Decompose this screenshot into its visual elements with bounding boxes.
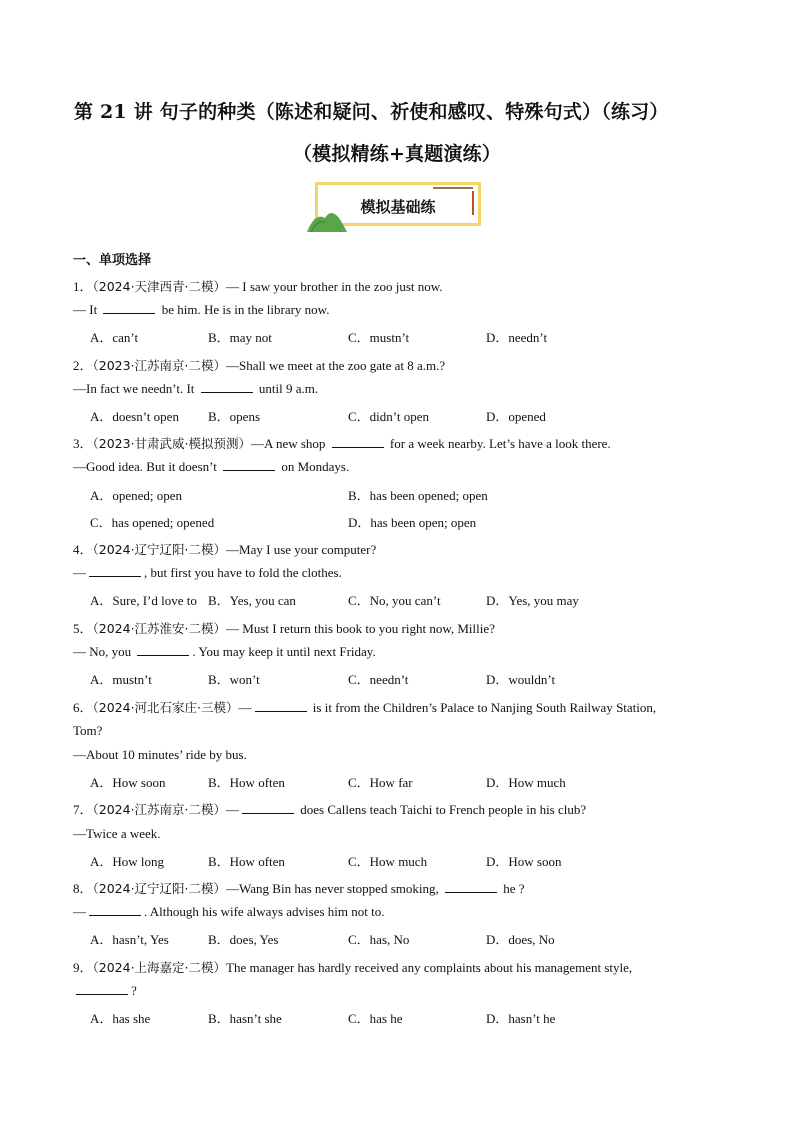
answer-option[interactable]: C．How far: [348, 775, 413, 790]
question-text: be him. He is in the library now.: [158, 302, 330, 317]
question-text: ?: [131, 983, 137, 998]
answer-option[interactable]: A．How soon: [90, 775, 166, 790]
answer-option[interactable]: D．opened: [486, 409, 546, 424]
answer-blank[interactable]: [332, 436, 384, 448]
answer-blank[interactable]: [201, 381, 253, 393]
question-number: 9．: [73, 960, 93, 975]
answer-option[interactable]: B．hasn’t she: [208, 1011, 282, 1026]
answer-option[interactable]: C．How much: [348, 854, 428, 869]
question-line: [73, 826, 161, 842]
question-text: The manager has hardly received any complaints about his management style,: [226, 960, 633, 975]
question-text: — It: [73, 302, 101, 317]
question-text: —: [73, 565, 86, 580]
answer-option[interactable]: C．has opened; opened: [90, 515, 215, 530]
question-text: —Twice a week.: [73, 826, 161, 841]
question-text: —: [226, 802, 240, 817]
question-stem: [73, 799, 586, 818]
answer-option[interactable]: C．mustn’t: [348, 330, 410, 345]
question-line: [73, 644, 376, 660]
answer-option[interactable]: D．needn’t: [486, 330, 548, 345]
question-line: [73, 983, 137, 999]
question-number: 2．: [73, 358, 93, 373]
question-source: （2024·河北石家庄·三模）: [92, 700, 239, 715]
answer-option[interactable]: D．hasn’t he: [486, 1011, 556, 1026]
section-heading: 一、单项选择: [73, 253, 152, 268]
answer-option[interactable]: B．opens: [208, 409, 261, 424]
answer-blank[interactable]: [255, 700, 307, 712]
answer-blank[interactable]: [89, 904, 141, 916]
section-banner: [307, 182, 481, 230]
question-number: 1．: [73, 279, 93, 294]
answer-option[interactable]: B．may not: [208, 330, 272, 345]
question-text: —: [238, 700, 252, 715]
question-text: he ?: [500, 881, 525, 896]
question-line: [73, 723, 102, 739]
question-line: [73, 904, 384, 920]
answer-option[interactable]: A．How long: [90, 854, 165, 869]
question-text: , but first you have to fold the clothes.: [144, 565, 342, 580]
question-text: . You may keep it until next Friday.: [192, 644, 376, 659]
question-source: （2024·江苏南京·二模）: [92, 802, 227, 817]
answer-option[interactable]: B．How often: [208, 775, 285, 790]
question-number: 6．: [73, 700, 93, 715]
answer-option[interactable]: D．How soon: [486, 854, 562, 869]
question-line: [73, 565, 342, 581]
question-stem: [73, 878, 525, 897]
question-number: 3．: [73, 436, 93, 451]
question-text: Tom?: [73, 723, 103, 738]
answer-option[interactable]: C．has he: [348, 1011, 403, 1026]
question-number: 5．: [73, 621, 93, 636]
answer-blank[interactable]: [223, 459, 275, 471]
question-line: [73, 381, 318, 397]
answer-option[interactable]: D．Yes, you may: [486, 593, 579, 608]
answer-blank[interactable]: [89, 565, 141, 577]
question-source: （2024·辽宁辽阳·二模）: [92, 542, 227, 557]
question-text: —: [73, 904, 86, 919]
answer-option[interactable]: D．How much: [486, 775, 566, 790]
answer-option[interactable]: C．No, you can’t: [348, 593, 441, 608]
answer-blank[interactable]: [76, 983, 128, 995]
question-text: on Mondays.: [278, 459, 350, 474]
question-stem: [73, 957, 632, 976]
banner-label: 模拟基础练: [360, 198, 436, 216]
question-text: until 9 a.m.: [255, 381, 319, 396]
banner-decoration: [433, 187, 473, 189]
question-line: [73, 459, 349, 475]
answer-blank[interactable]: [137, 644, 189, 656]
answer-blank[interactable]: [242, 802, 294, 814]
answer-option[interactable]: A．Sure, I’d love to: [90, 593, 197, 608]
page-subtitle: （模拟精练+真题演练）: [292, 143, 502, 165]
question-text: —Wang Bin has never stopped smoking,: [226, 881, 442, 896]
question-text: is it from the Children’s Palace to Nanjing South Railway Station,: [309, 700, 657, 715]
answer-option[interactable]: A．doesn’t open: [90, 409, 179, 424]
question-source: （2024·上海嘉定·二模）: [92, 960, 227, 975]
answer-option[interactable]: B．How often: [208, 854, 285, 869]
question-stem: [73, 697, 656, 716]
question-text: . Although his wife always advises him not to.: [144, 904, 385, 919]
question-source: （2024·天津西青·二模）: [92, 279, 227, 294]
question-stem: [73, 276, 443, 295]
answer-option[interactable]: A．can’t: [90, 330, 139, 345]
question-stem: [73, 355, 445, 374]
answer-option[interactable]: A．hasn’t, Yes: [90, 932, 169, 947]
answer-option[interactable]: D．does, No: [486, 932, 555, 947]
question-text: —May I use your computer?: [226, 542, 377, 557]
question-number: 7．: [73, 802, 93, 817]
question-text: — I saw your brother in the zoo just now.: [226, 279, 443, 294]
answer-option[interactable]: C．needn’t: [348, 672, 409, 687]
question-line: [73, 302, 329, 318]
answer-option[interactable]: C．didn’t open: [348, 409, 430, 424]
question-number: 8．: [73, 881, 93, 896]
question-stem: [73, 618, 495, 637]
question-line: [73, 747, 247, 763]
question-text: —Good idea. But it doesn’t: [73, 459, 221, 474]
question-text: —In fact we needn’t. It: [73, 381, 198, 396]
answer-option[interactable]: A．opened; open: [90, 488, 183, 503]
page-title: 第 21 讲 句子的种类（陈述和疑问、祈使和感叹、特殊句式）（练习）: [74, 101, 669, 123]
question-text: — Must I return this book to you right now, Millie?: [226, 621, 495, 636]
answer-option[interactable]: B．does, Yes: [208, 932, 279, 947]
answer-option[interactable]: B．won’t: [208, 672, 260, 687]
question-stem: [73, 539, 376, 558]
answer-blank[interactable]: [445, 881, 497, 893]
question-text: —Shall we meet at the zoo gate at 8 a.m.?: [226, 358, 446, 373]
answer-option[interactable]: B．has been opened; open: [348, 488, 488, 503]
question-text: —About 10 minutes’ ride by bus.: [73, 747, 247, 762]
question-text: for a week nearby. Let’s have a look there.: [386, 436, 611, 451]
answer-option[interactable]: D．has been open; open: [348, 515, 477, 530]
question-source: （2024·江苏淮安·二模）: [92, 621, 227, 636]
answer-blank[interactable]: [103, 302, 155, 314]
answer-option[interactable]: A．mustn’t: [90, 672, 152, 687]
answer-option[interactable]: C．has, No: [348, 932, 410, 947]
question-source: （2023·江苏南京·二模）: [92, 358, 227, 373]
answer-option[interactable]: D．wouldn’t: [486, 672, 556, 687]
answer-option[interactable]: B．Yes, you can: [208, 593, 296, 608]
question-source: （2023·甘肃武威·模拟预测）: [92, 436, 252, 451]
question-text: does Callens teach Taichi to French people in his club?: [297, 802, 587, 817]
question-stem: [73, 433, 611, 452]
answer-option[interactable]: A．has she: [90, 1011, 151, 1026]
question-source: （2024·辽宁辽阳·二模）: [92, 881, 227, 896]
question-text: — No, you: [73, 644, 135, 659]
question-number: 4．: [73, 542, 93, 557]
question-text: —A new shop: [251, 436, 329, 451]
